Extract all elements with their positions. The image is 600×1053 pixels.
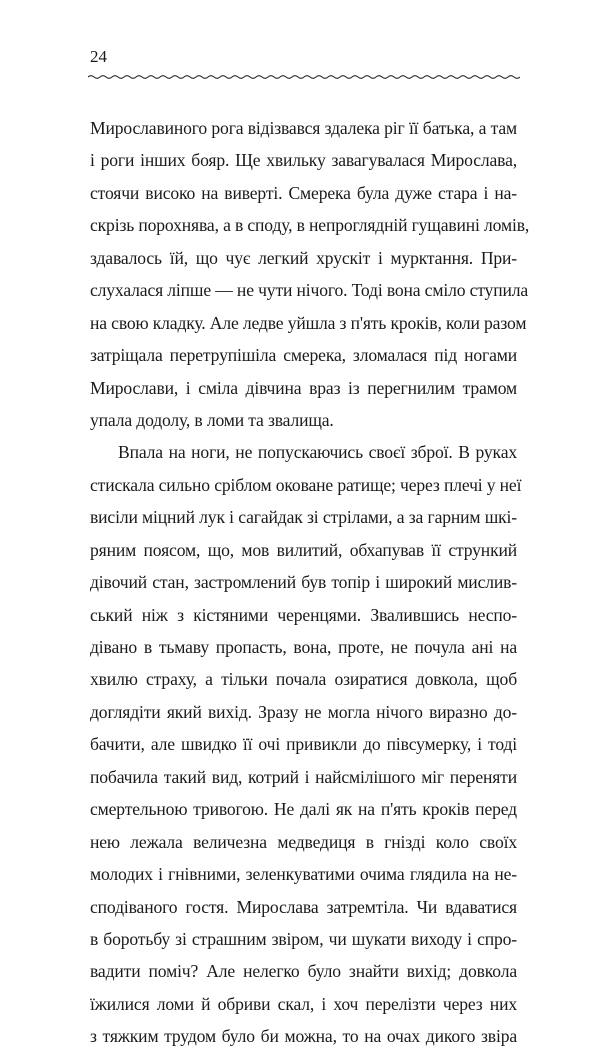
- text-line: Мирослави, і сміла дівчина враз із перегнилим трамом: [90, 377, 517, 398]
- text-line: нею лежала величезна медведиця в гнізді коло своїх: [90, 831, 517, 852]
- text-line: Впала на ноги, не попускаючись своєї зброї. В руках: [118, 442, 517, 463]
- text-line: стоячи високо на виверті. Смерека була дуже стара і на-: [90, 182, 517, 203]
- text-line: вадити поміч? Але нелегко було знайти вихід; довкола: [90, 961, 517, 982]
- text-line: хвилю страху, а тільки почала озиратися довкола, щоб: [90, 669, 517, 690]
- text-line: дівочий стан, застромлений був топір і широкий мислив-: [90, 572, 517, 593]
- text-line: в боротьбу зі страшним звіром, чи шукати виходу і спро-: [90, 928, 517, 949]
- text-line: ський ніж з кістяними черенцями. Звалившись неспо-: [90, 604, 517, 625]
- text-line: смертельною тривогою. Не далі як на п'ять кроків перед: [90, 799, 517, 820]
- text-line: скрізь порохнява, а в споду, в непроглядній гущавині ломів,: [90, 215, 530, 236]
- text-line: упала додолу, в ломи та звалища.: [90, 409, 334, 430]
- body-text: [90, 112, 530, 1053]
- text-line: сподіваного гостя. Мирослава затремтіла. Чи вдаватися: [90, 896, 517, 917]
- paragraph-1: [90, 112, 530, 436]
- text-line: бачити, але швидко її очі привикли до півсумерку, і тоді: [90, 734, 517, 755]
- text-line: їжилися ломи й обриви скал, і хоч перелізти через них: [90, 993, 517, 1014]
- text-line: Мирославиного рога відізвався здалека ріг її батька, а там: [90, 118, 517, 138]
- wavy-divider: [88, 70, 520, 84]
- text-line: молодих і гнівними, зеленкуватими очима глядила на не-: [90, 864, 517, 885]
- text-line: побачила такий вид, котрий і найсмілішого міг переняти: [90, 766, 517, 787]
- text-line: на свою кладку. Але ледве уйшла з п'ять кроків, коли разом: [90, 312, 527, 333]
- text-line: і роги інших бояр. Ще хвильку завагувалася Мирослава,: [90, 150, 517, 171]
- text-line: доглядіти який вихід. Зразу не могла нічого виразно до-: [90, 701, 517, 722]
- text-line: затріщала перетрупішіла смерека, зломалася під ногами: [90, 345, 517, 366]
- text-line: висіли міцний лук і сагайдак зі стрілами, а за гарним шкі-: [90, 507, 517, 528]
- page-number: 24: [90, 47, 107, 66]
- text-line: з тяжким трудом було би можна, то на очах дикого звіра: [90, 1026, 517, 1047]
- text-line: здавалось їй, що чує легкий хрускіт і мурктання. При-: [90, 247, 517, 268]
- text-line: слухалася ліпше — не чути нічого. Тоді вона сміло ступила: [90, 280, 529, 301]
- text-line: дівано в тьмаву пропасть, вона, проте, не почула ані на: [90, 637, 517, 657]
- text-line: ряним поясом, що, мов вилитий, обхапував її стрункий: [90, 539, 517, 560]
- paragraph-2: [90, 436, 522, 1052]
- text-line: стискала сильно сріблом оковане ратище; через плечі у неї: [90, 474, 522, 495]
